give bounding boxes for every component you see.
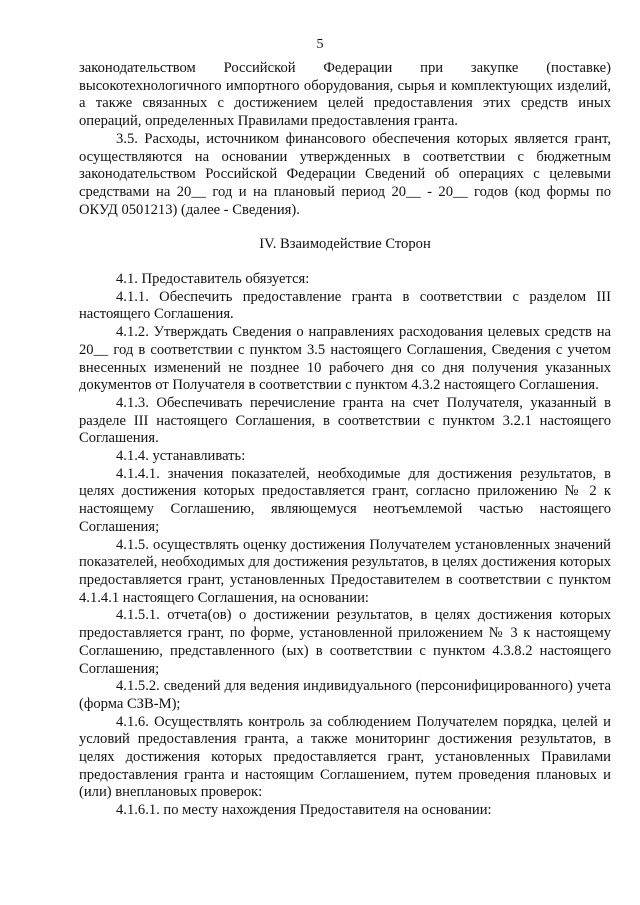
paragraph-3-5: 3.5. Расходы, источником финансового обеспечения которых является грант, осуществляются на основании утвержденных в соответствии с бюджетным законодательством Российской Федерации Сведений об операциях с целевыми средствами на 20__ год и на плановый период 20__ - 20__ годов (код формы по ОКУД 0501213) (далее - Сведения). [79,130,611,218]
paragraph-4-1-5-1: 4.1.5.1. отчета(ов) о достижении результатов, в целях достижения которых предоставляется грант, по форме, установленной приложением № 3 к настоящему Соглашению, представленного (ых) в соответствии с пунктом 4.3.8.2 настоящего Соглашения; [79,607,611,677]
paragraph-4-1-5-2: 4.1.5.2. сведений для ведения индивидуального (персонифицированного) учета (форма СЗВ-М); [79,678,611,712]
paragraph-4-1-6-1: 4.1.6.1. по месту нахождения Предоставителя на основании: [116,802,492,819]
paragraph-continuation: законодательством Российской Федерации при закупке (поставке) высокотехнологичного импортного оборудования, сырья и комплектующих изделий, а также связанных с достижением целей предоставления этих средств иных операций, определенных Правилами предоставления гранта. [79,60,611,130]
section-title: IV. Взаимодействие Сторон [259,236,431,253]
paragraph-4-1-6: 4.1.6. Осуществлять контроль за соблюдением Получателем порядка, целей и условий предоставления гранта, а также мониторинг достижения результатов, в целях достижения которых предоставляется грант, установленных Правилами предоставления гранта и настоящим Соглашением, путем проведения плановых и (или) внеплановых проверок: [79,713,611,801]
paragraph-4-1-4: 4.1.4. устанавливать: [116,448,246,465]
paragraph-4-1-4-1: 4.1.4.1. значения показателей, необходимые для достижения результатов, в целях достижения которых предоставляется грант, согласно приложению № 2 к настоящему Соглашению, являющемуся неотъемлемой частью настоящего Соглашения; [79,465,611,535]
paragraph-4-1-3: 4.1.3. Обеспечивать перечисление гранта на счет Получателя, указанный в разделе III настоящего Соглашения, в соответствии с пунктом 3.2.1 настоящего Соглашения. [79,394,611,447]
page-number: 5 [316,37,324,52]
paragraph-4-1-1: 4.1.1. Обеспечить предоставление гранта в соответствии с разделом III настоящего Соглашения. [79,288,611,323]
document-body [79,60,611,820]
paragraph-4-1-5: 4.1.5. осуществлять оценку достижения Получателем установленных значений показателей, необходимых для достижения результатов, в целях достижения которых предоставляется грант, установленных Предоставителем в соответствии с пунктом 4.1.4.1 настоящего Соглашения, на основании: [79,536,611,606]
paragraph-4-1: 4.1. Предоставитель обязуется: [116,271,310,288]
paragraph-4-1-2: 4.1.2. Утверждать Сведения о направлениях расходования целевых средств на 20__ год в соответствии с пунктом 3.5 настоящего Соглашения, Сведения с учетом внесенных изменений не позднее 10 рабочего дня со дня получения указанных документов от Получателя в соответствии с пунктом 4.3.2 настоящего Соглашения. [79,324,611,394]
